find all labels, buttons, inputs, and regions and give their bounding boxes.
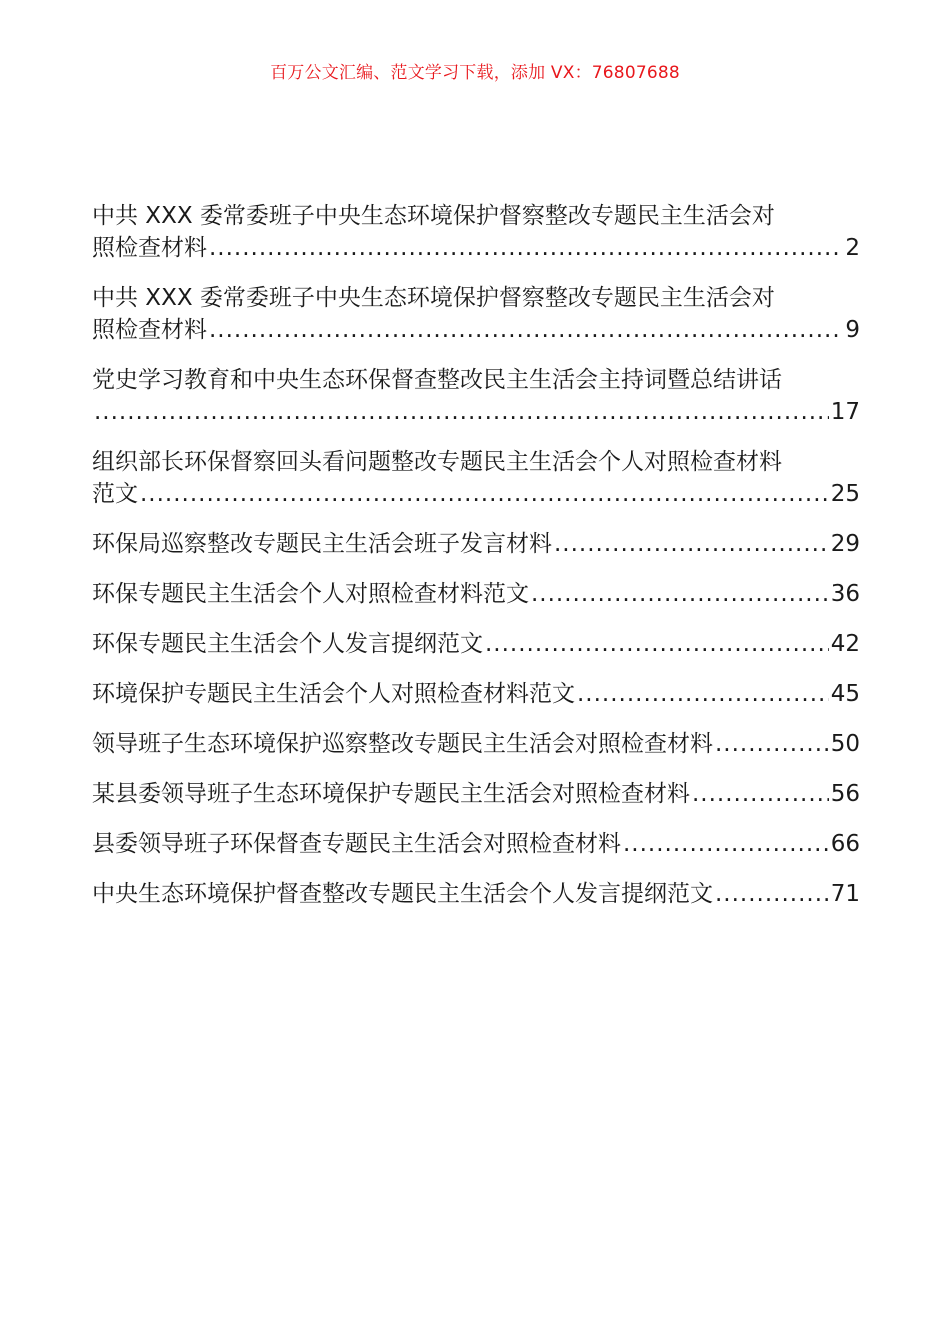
toc-entry-title-line1: 党史学习教育和中央生态环保督查整改民主生活会主持词暨总结讲话: [92, 367, 782, 393]
toc-entry-title-line2: 照检查材料: [92, 235, 207, 261]
toc-leader-dots: [554, 528, 829, 560]
toc-entry-title-line1: 中共 XXX 委常委班子中央生态环境保护督察整改专题民主生活会对: [92, 285, 775, 311]
toc-page-number: 42: [830, 631, 860, 657]
toc-entry-title: 某县委领导班子生态环境保护专题民主生活会对照检查材料: [92, 781, 690, 807]
toc-leader-dots: [577, 678, 829, 710]
toc-entry-title: 中央生态环境保护督查整改专题民主生活会个人发言提纲范文: [92, 881, 713, 907]
toc-leader-dots: [209, 232, 843, 264]
toc-entry[interactable]: [92, 364, 860, 428]
toc-entry-title-line1: 组织部长环保督察回头看问题整改专题民主生活会个人对照检查材料: [92, 449, 782, 475]
toc-entry[interactable]: [92, 678, 860, 710]
toc-leader-dots: [715, 878, 829, 910]
toc-entry-title: 环保专题民主生活会个人发言提纲范文: [92, 631, 483, 657]
toc-leader-dots: [94, 396, 829, 428]
toc-entry-title: 环保专题民主生活会个人对照检查材料范文: [92, 581, 529, 607]
toc-page-number: 36: [830, 581, 860, 607]
toc-page-number: 9: [845, 317, 860, 343]
toc-page-number: 29: [830, 531, 860, 557]
toc-entry[interactable]: [92, 200, 860, 264]
toc-entry-title-line2: 照检查材料: [92, 317, 207, 343]
toc-entry[interactable]: [92, 446, 860, 510]
toc-leader-dots: [623, 828, 829, 860]
table-of-contents: [92, 200, 860, 928]
toc-entry[interactable]: [92, 878, 860, 910]
header-note: 百万公文汇编、范文学习下载，添加 VX：76807688: [270, 63, 680, 83]
toc-page-number: 25: [830, 481, 860, 507]
toc-page-number: 71: [830, 881, 860, 907]
toc-entry[interactable]: [92, 528, 860, 560]
toc-page-number: 56: [830, 781, 860, 807]
toc-entry[interactable]: [92, 778, 860, 810]
toc-leader-dots: [531, 578, 829, 610]
toc-entry-title: 环境保护专题民主生活会个人对照检查材料范文: [92, 681, 575, 707]
toc-entry[interactable]: [92, 282, 860, 346]
toc-leader-dots: [485, 628, 829, 660]
toc-entry[interactable]: [92, 578, 860, 610]
toc-entry-title-line1: 中共 XXX 委常委班子中央生态环境保护督察整改专题民主生活会对: [92, 203, 775, 229]
toc-leader-dots: [692, 778, 829, 810]
toc-leader-dots: [715, 728, 829, 760]
toc-page-number: 45: [830, 681, 860, 707]
toc-entry[interactable]: [92, 728, 860, 760]
toc-page-number: 66: [830, 831, 860, 857]
toc-leader-dots: [209, 314, 843, 346]
toc-page-number: 50: [830, 731, 860, 757]
toc-entry[interactable]: [92, 828, 860, 860]
toc-entry-title: 县委领导班子环保督查专题民主生活会对照检查材料: [92, 831, 621, 857]
toc-page-number: 2: [845, 235, 860, 261]
toc-leader-dots: [140, 478, 829, 510]
toc-entry-title: 环保局巡察整改专题民主生活会班子发言材料: [92, 531, 552, 557]
toc-entry-title-line2: 范文: [92, 481, 138, 507]
toc-page-number: 17: [830, 399, 860, 425]
toc-entry-title: 领导班子生态环境保护巡察整改专题民主生活会对照检查材料: [92, 731, 713, 757]
toc-entry[interactable]: [92, 628, 860, 660]
